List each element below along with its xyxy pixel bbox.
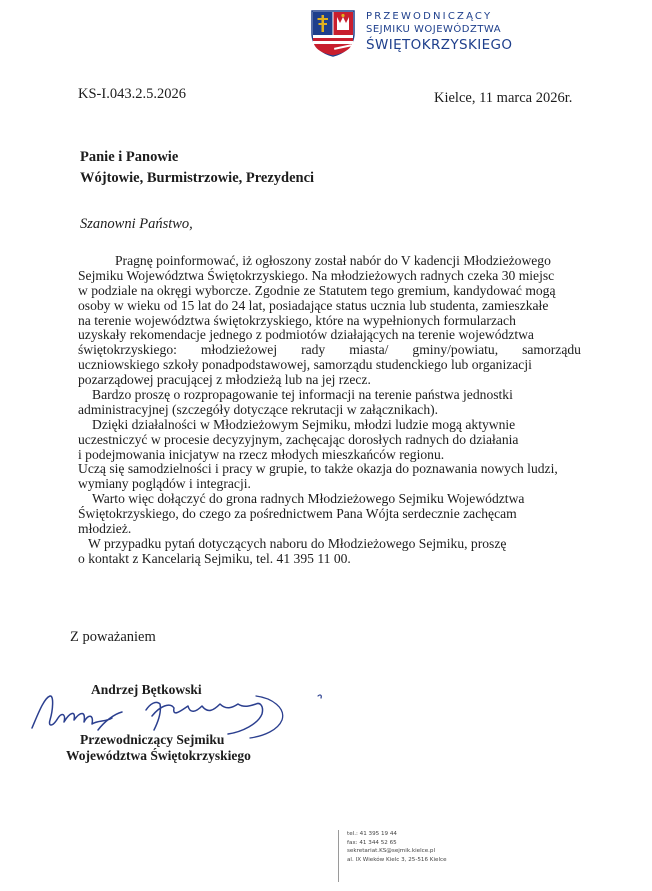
body-line: osoby w wieku od 15 lat do 24 lat, posiadające status ucznia lub studenta, zamieszkałe <box>78 297 549 313</box>
header-logo <box>310 9 532 57</box>
body-line: Pragnę poinformować, iż ogłoszony został nabór do V kadencji Młodzieżowego <box>115 253 551 268</box>
body-line: o kontakt z Kancelarią Sejmiku, tel. 41 395 11 00. <box>78 550 351 566</box>
body-line: pozarządowej pracującej z młodzieżą lub na jej rzecz. <box>78 372 371 388</box>
addressee-line-2: Wójtowie, Burmistrzowie, Prezydenci <box>80 170 315 186</box>
signer-name: Andrzej Bętkowski <box>91 682 202 697</box>
body-word: miasta/ <box>349 342 389 358</box>
footer-email: sekretariat.KS@sejmik.kielce.pl <box>347 848 436 855</box>
body-word: młodzieżowej <box>200 342 278 358</box>
reference-number: KS-I.043.2.5.2026 <box>78 86 186 102</box>
signer-title-line-2: Województwa Świętokrzyskiego <box>66 748 251 763</box>
body-word: świętokrzyskiego: <box>78 342 177 358</box>
body-line: Warto więc dołączyć do grona radnych Młodzieżowego Sejmiku Województwa <box>92 491 525 507</box>
body-word: gminy/powiatu, <box>412 342 499 358</box>
body-line: Uczą się samodzielności i pracy w grupie, to także okazja do poznawania nowych ludzi, <box>78 461 558 477</box>
body-line: uczestniczyć w procesie decyzyjnym, zachęcając dorosłych radnych do działania <box>78 431 519 447</box>
coat-of-arms-icon <box>310 9 356 57</box>
body-word: rady <box>301 342 326 358</box>
body-word: samorządu <box>522 342 581 358</box>
footer-phone: tel.: 41 395 19 44 <box>347 831 397 837</box>
body-line-justified <box>78 343 581 358</box>
logo-text-line-3: ŚWIĘTOKRZYSKIEGO <box>366 37 513 53</box>
body-line: Dzięki działalności w Młodzieżowym Sejmiku, młodzi ludzie mogą aktywnie <box>92 416 516 432</box>
body-line: w podziale na okręgi wyborcze. Zgodnie ze Statutem tego gremium, kandydować mogą <box>78 282 556 298</box>
body-line: Bardzo proszę o rozpropagowanie tej informacji na terenie państwa jednostki <box>92 387 513 403</box>
body-line: Świętokrzyskiego, do czego za pośrednictwem Pana Wójta serdecznie zachęcam <box>78 506 517 522</box>
addressee-line-1: Panie i Panowie <box>80 149 179 165</box>
body-line: uzyskały rekomendacje jednego z podmiotów działających na terenie województwa <box>78 327 534 343</box>
footer-contact <box>338 830 447 882</box>
footer-fax: fax: 41 344 52 65 <box>347 839 397 846</box>
logo-text-line-2: SEJMIKU WOJEWÓDZTWA <box>366 24 502 35</box>
salutation: Szanowni Państwo, <box>80 216 193 232</box>
body-line: W przypadku pytań dotyczących naboru do Młodzieżowego Sejmiku, proszę <box>88 535 507 551</box>
signer-title-line-1: Przewodniczący Sejmiku <box>80 732 225 747</box>
body-line: na terenie województwa świętokrzyskiego, które na wypełnionych formularzach <box>78 312 516 328</box>
body-line: uczniowskiego szkoły ponadpodstawowej, samorządu studenckiego lub organizacji <box>78 357 532 373</box>
body-line: i podejmowania inicjatyw na rzecz młodych mieszkańców regionu. <box>78 446 445 462</box>
body-line: administracyjnej (szczegóły dotyczące rekrutacji w załącznikach). <box>78 401 439 417</box>
letter-body <box>78 254 581 567</box>
footer-address: al. IX Wieków Kielc 3, 25-516 Kielce <box>347 856 447 863</box>
body-line: wymiany poglądów i integracji. <box>78 476 251 492</box>
place-date: Kielce, 11 marca 2026r. <box>434 90 573 106</box>
closing: Z poważaniem <box>70 629 156 645</box>
body-line: Sejmiku Województwa Świętokrzyskiego. Na młodzieżowych radnych czeka 30 miejsc <box>78 267 555 283</box>
logo-text-line-1: PRZEWODNICZĄCY <box>366 11 493 22</box>
body-line: młodzież. <box>78 521 132 537</box>
